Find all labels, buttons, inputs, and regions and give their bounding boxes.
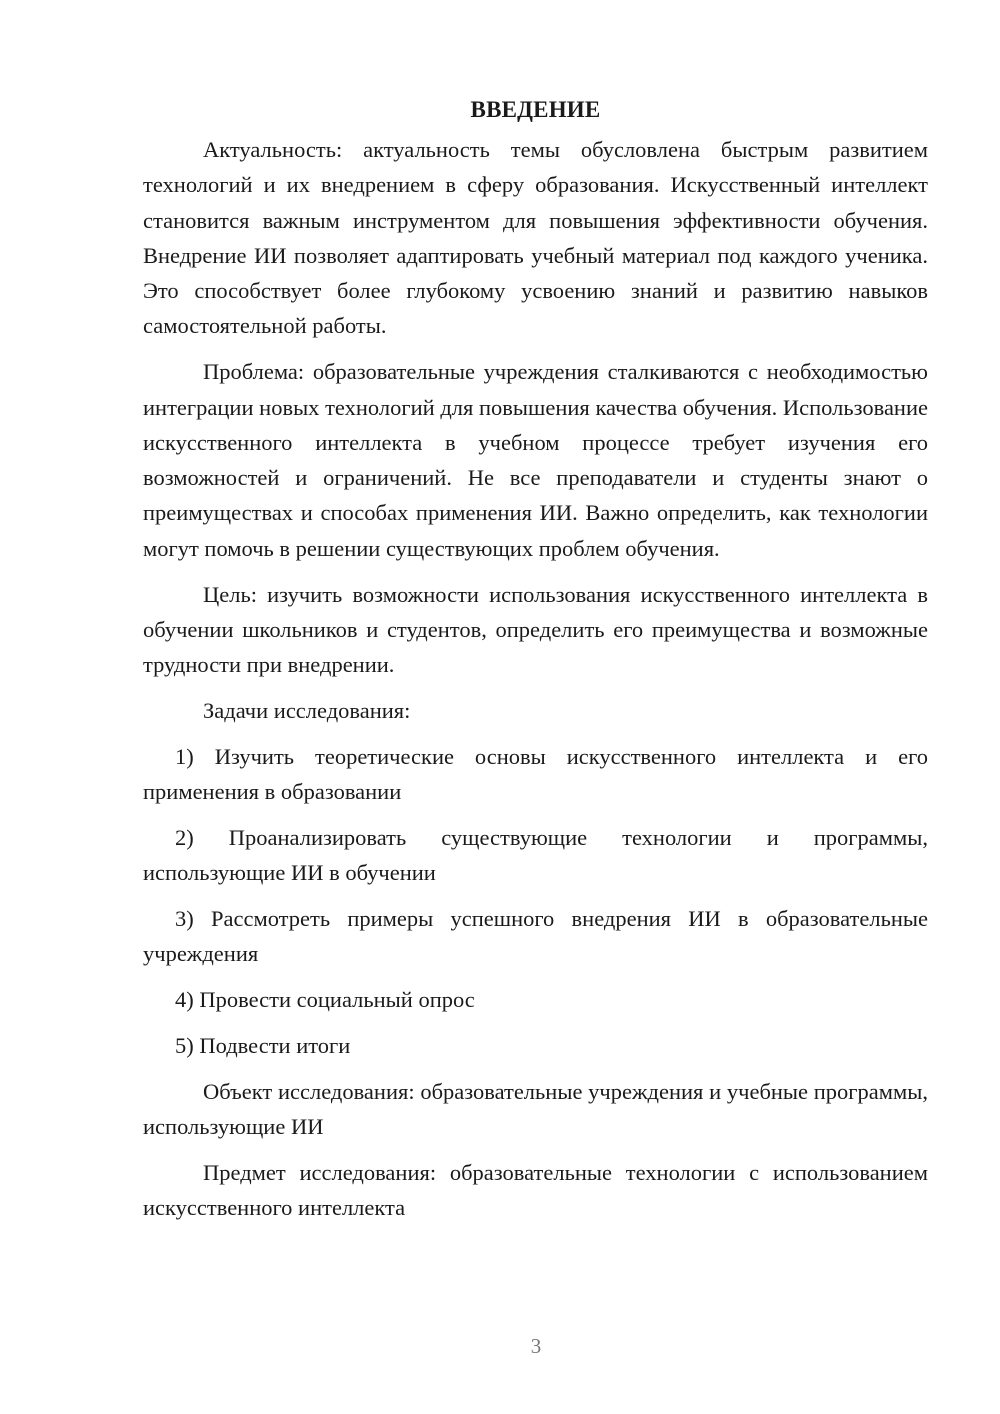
page-number: 3 [530, 1334, 542, 1358]
section-title: ВВЕДЕНИЕ [470, 97, 601, 122]
object-paragraph: Объект исследования: образовательные учреждения и учебные программы, использующие ИИ [143, 1078, 928, 1139]
list-item: 2) Проанализировать существующие технологии и программы, использующие ИИ в обучении [143, 824, 928, 886]
tasks-list [143, 739, 928, 1063]
relevance-paragraph: Актуальность: актуальность темы обусловлена быстрым развитием технологий и их внедрением в сферу образования. Искусственный интеллект становится важным инструментом для повышения эффективности обучения. Внедрение ИИ позволяет адаптировать учебный материал под каждого ученика. Это способствует более глубокому усвоению знаний и развитию навыков самостоятельной работы. [143, 137, 928, 339]
document-page [143, 92, 928, 1236]
problem-paragraph: Проблема: образовательные учреждения сталкиваются с необходимостью интеграции новых технологий для повышения качества обучения. Использование искусственного интеллекта в учебном процессе требует изучения его возможностей и ограничений. Не все преподаватели и студенты знают о преимуществах и способах применения ИИ. Важно определить, как технологии могут помочь в решении существующих проблем обучения. [143, 359, 928, 561]
list-item: 1) Изучить теоретические основы искусственного интеллекта и его применения в образовании [143, 743, 928, 805]
tasks-heading: Задачи исследования: [203, 697, 411, 723]
list-item: 4) Провести социальный опрос [175, 987, 475, 1013]
list-item: 5) Подвести итоги [175, 1032, 351, 1058]
subject-paragraph: Предмет исследования: образовательные технологии с использованием искусственного интеллекта [143, 1159, 928, 1221]
goal-paragraph: Цель: изучить возможности использования искусственного интеллекта в обучении школьников и студентов, определить его преимущества и возможные трудности при внедрении. [143, 581, 928, 678]
list-item: 3) Рассмотреть примеры успешного внедрения ИИ в образовательные учреждения [143, 905, 928, 967]
